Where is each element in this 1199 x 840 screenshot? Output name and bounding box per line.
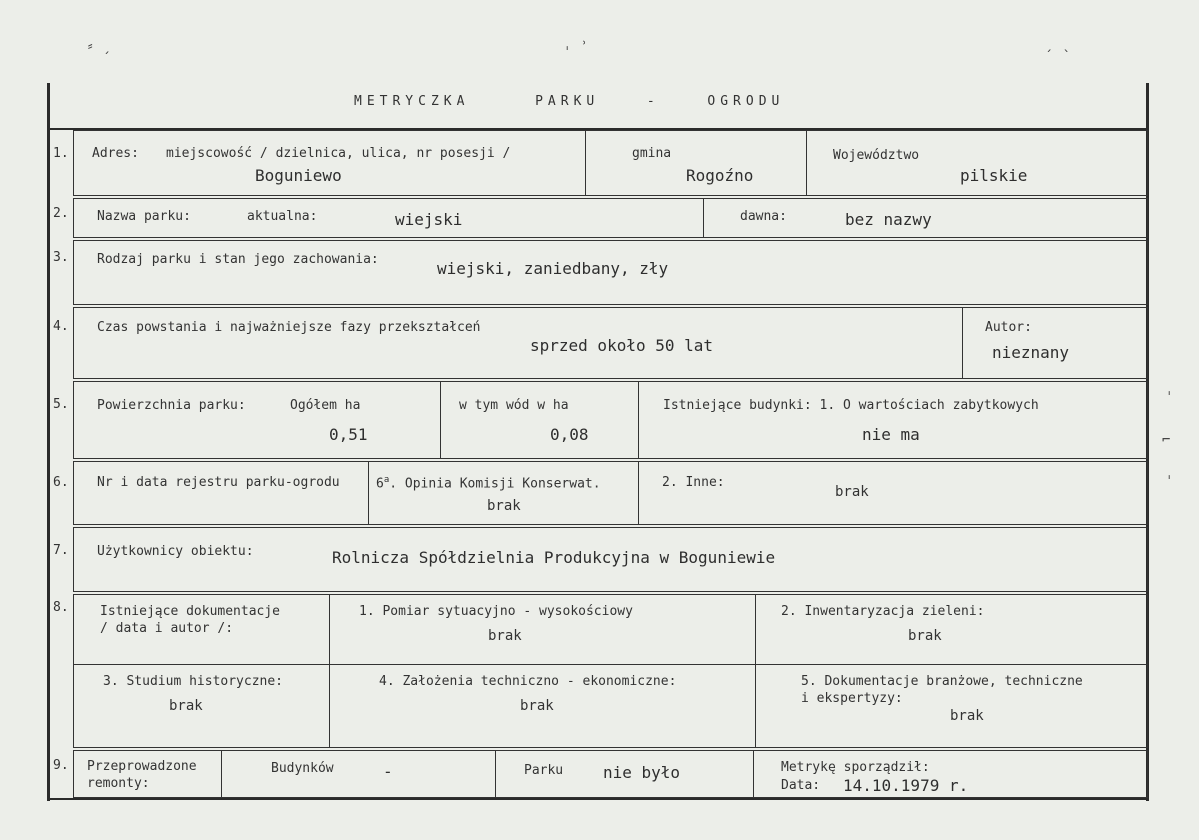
survey-value: brak	[488, 628, 522, 644]
top-mark-center: ˌ ˒	[563, 36, 589, 52]
opinion-label	[376, 475, 601, 491]
footer-rule	[47, 798, 1149, 800]
repairs-label-line1: Przeprowadzone	[87, 759, 197, 774]
former-name-label: dawna:	[740, 209, 787, 224]
row-number-cell	[49, 307, 74, 379]
address-sub-label: miejscowość / dzielnica, ulica, nr posesji /	[166, 146, 511, 161]
area-label: Powierzchnia parku:	[97, 398, 246, 413]
total-area-label: Ogółem ha	[290, 398, 361, 413]
park-name-label: Nazwa parku:	[97, 209, 191, 224]
docs-label-line2: / data i autor /:	[100, 621, 234, 636]
title-word-3: OGRODU	[707, 94, 785, 109]
park-type-label: Rodzaj parku i stan jego zachowania:	[97, 252, 379, 267]
address-label: Adres:	[92, 146, 139, 161]
history-phase-label: Czas powstania i najważniejsze fazy przekształceń	[97, 320, 481, 335]
row-number: 6.	[53, 475, 69, 490]
row-number: 3.	[53, 250, 69, 265]
row-number-cell	[49, 381, 74, 459]
water-area-value: 0,08	[550, 425, 589, 444]
row-number-cell	[49, 750, 74, 798]
park-repairs-value: nie było	[603, 763, 681, 782]
gmina-box	[585, 130, 807, 196]
date-label: Data:	[781, 778, 821, 793]
greenery-value: brak	[908, 628, 942, 644]
historic-buildings-value: nie ma	[862, 425, 920, 444]
branch-docs-label-line2: i ekspertyzy:	[801, 691, 903, 706]
row-number-cell	[49, 461, 74, 525]
repairs-label-line2: remonty:	[87, 776, 150, 791]
row-number-cell	[49, 527, 74, 592]
water-area-label: w tym wód w ha	[459, 398, 569, 413]
branch-docs-value: brak	[950, 708, 984, 724]
other-buildings-label: 2. Inne:	[662, 475, 725, 490]
opinion-label-text: . Opinia Komisji Konserwat.	[389, 476, 601, 492]
current-name-value: wiejski	[395, 210, 463, 229]
wojewodztwo-value: pilskie	[960, 166, 1028, 185]
history-study-label: 3. Studium historyczne:	[103, 674, 284, 689]
greenery-label: 2. Inwentaryzacja zieleni:	[781, 604, 985, 619]
side-mark-3: ˈ	[1165, 474, 1174, 490]
history-phase-value: sprzed około 50 lat	[530, 336, 714, 355]
title-word-2: PARKU	[535, 94, 600, 109]
author-label: Autor:	[985, 320, 1032, 335]
row-number-cell	[49, 198, 74, 238]
survey-label: 1. Pomiar sytuacyjno - wysokościowy	[359, 604, 633, 619]
docs-label-line1: Istniejące dokumentacje	[100, 604, 281, 619]
opinion-number: 6	[376, 476, 384, 492]
row-number: 8.	[53, 600, 69, 615]
park-type-value: wiejski, zaniedbany, zły	[437, 259, 669, 278]
side-mark-1: ˈ	[1165, 390, 1174, 406]
row-number-cell	[49, 594, 74, 748]
other-buildings-box	[638, 461, 1148, 525]
row-number: 7.	[53, 543, 69, 558]
building-repairs-label: Budynków	[271, 761, 334, 776]
prepared-by-label: Metrykę sporządził:	[781, 760, 930, 775]
row-number-cell	[49, 240, 74, 305]
title-word-1: METRYCZKA	[354, 94, 470, 109]
row-number: 4.	[53, 319, 69, 334]
buildings-box	[638, 381, 1148, 459]
row-number: 5.	[53, 397, 69, 412]
users-value: Rolnicza Spółdzielnia Produkcyjna w Boguniewie	[332, 548, 776, 567]
historic-buildings-label: Istniejące budynki: 1. O wartościach zabytkowych	[663, 398, 1039, 413]
building-repairs-box	[221, 750, 496, 798]
other-buildings-value: brak	[835, 484, 869, 500]
opinion-value: brak	[487, 498, 521, 514]
former-name-value: bez nazwy	[845, 210, 932, 229]
wojewodztwo-label: Województwo	[833, 148, 920, 163]
gmina-label: gmina	[632, 146, 672, 161]
current-name-label: aktualna:	[247, 209, 318, 224]
row-number: 9.	[53, 758, 69, 773]
history-phase-box	[73, 307, 963, 379]
register-label: Nr i data rejestru parku-ogrodu	[97, 475, 340, 490]
water-area-box	[440, 381, 639, 459]
date-value: 14.10.1979 r.	[843, 776, 969, 795]
tech-econ-label: 4. Założenia techniczno - ekonomiczne:	[379, 674, 677, 689]
row-number: 1.	[53, 146, 69, 161]
author-value: nieznany	[992, 343, 1070, 362]
tech-econ-value: brak	[520, 698, 554, 714]
area-box	[73, 381, 441, 459]
opinion-box	[368, 461, 639, 525]
wojewodztwo-box	[806, 130, 1148, 196]
history-study-value: brak	[169, 698, 203, 714]
top-mark-left: ⸗ ˏ	[86, 38, 112, 54]
row-number-cell	[49, 130, 74, 196]
row-number: 2.	[53, 206, 69, 221]
building-repairs-value: -	[383, 762, 393, 781]
side-mark-2: ⌐	[1162, 432, 1171, 448]
park-repairs-label: Parku	[524, 763, 564, 778]
register-box	[73, 461, 369, 525]
top-mark-right: ˏ ˎ	[1045, 36, 1071, 52]
address-value: Boguniewo	[255, 166, 342, 185]
gmina-value: Rogoźno	[686, 166, 754, 185]
address-box	[73, 130, 586, 196]
branch-docs-label-line1: 5. Dokumentacje branżowe, techniczne	[801, 674, 1083, 689]
users-label: Użytkownicy obiektu:	[97, 544, 254, 559]
form-title	[354, 94, 784, 109]
total-area-value: 0,51	[329, 425, 368, 444]
opinion-superscript: a	[383, 475, 390, 485]
title-dash: -	[646, 94, 660, 109]
